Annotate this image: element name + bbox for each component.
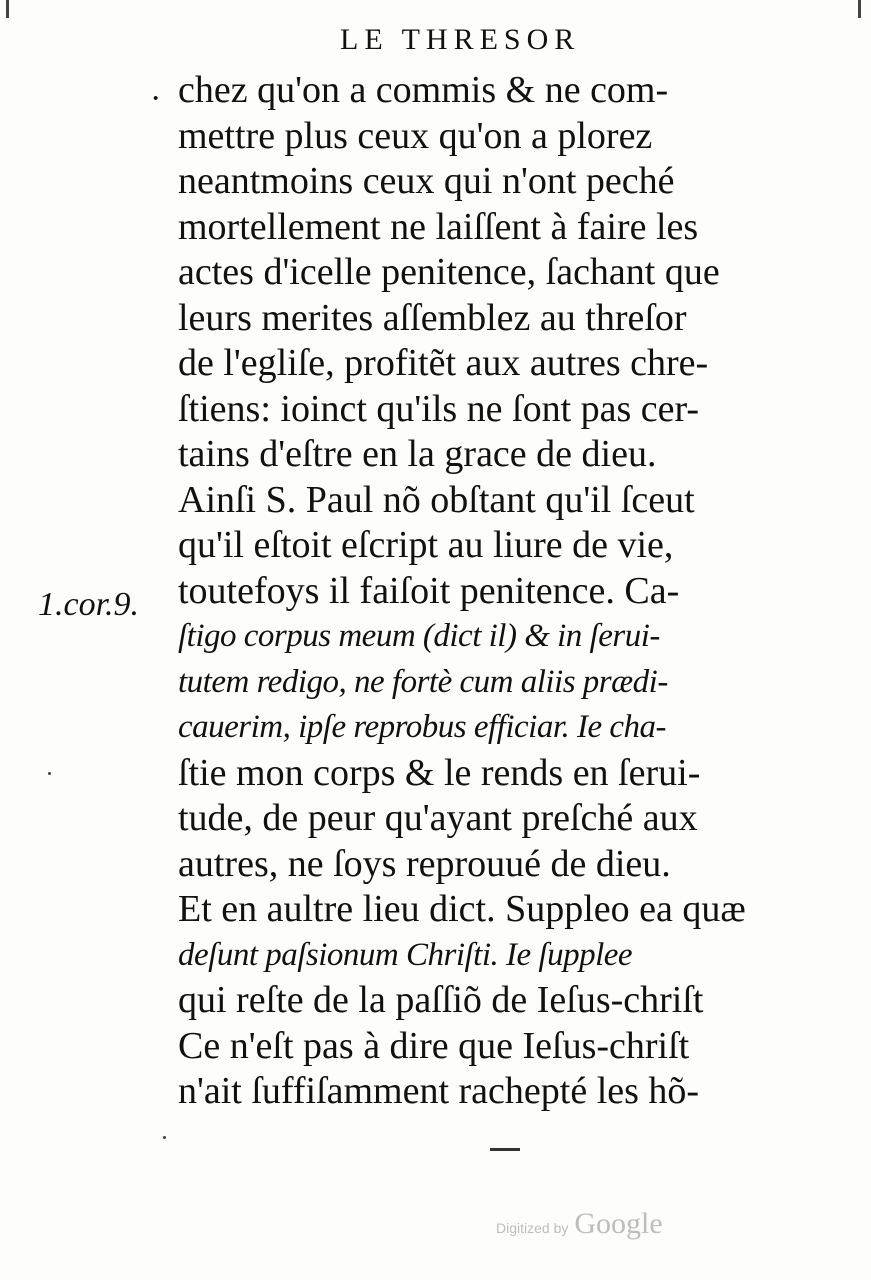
text-line: autres, ne ſoys reprouué de dieu. xyxy=(178,842,671,885)
text-line: Et en aultre lieu dict. Suppleo ea quæ xyxy=(178,888,746,930)
text-line: mortellement ne laiſſent à faire les xyxy=(178,205,699,248)
text-line: neantmoins ceux qui n'ont peché xyxy=(178,160,675,202)
latin-quote-line: deſunt paſsionum Chriſti. Ie ſupplee xyxy=(178,936,633,973)
bullet-mark: · xyxy=(150,80,162,117)
scan-speck xyxy=(163,1136,166,1139)
text-line: de l'egliſe, profitẽt aux autres chre- xyxy=(178,342,709,384)
margin-note: 1.cor.9. xyxy=(38,586,140,623)
running-header: LE THRESOR xyxy=(340,23,581,56)
text-line: qu'il eſtoit eſcript au liure de vie, xyxy=(178,524,674,566)
latin-quote-line: cauerim, ipſe reprobus efficiar. Ie cha- xyxy=(178,709,667,745)
text-line: qui reſte de la paſſiõ de Ieſus-chriſt xyxy=(178,979,704,1021)
foot-mark xyxy=(490,1148,520,1151)
text-line: tude, de peur qu'ayant preſché aux xyxy=(178,797,698,839)
watermark-prefix: Digitized by xyxy=(496,1220,569,1236)
latin-quote-line: tutem redigo, ne fortè cum aliis prædi- xyxy=(178,663,668,700)
text-line: ſtiens: ioinct qu'ils ne ſont pas cer- xyxy=(178,387,700,430)
text-line: toutefoys il faiſoit penitence. Ca- xyxy=(178,569,680,612)
text-line: tains d'eſtre en la grace de dieu. xyxy=(178,433,657,475)
text-line: chez qu'on a commis & ne com- xyxy=(178,69,669,111)
scan-mark-right xyxy=(858,0,861,18)
latin-quote-line: ſtigo corpus meum (dict il) & in ſerui- xyxy=(178,618,660,654)
text-line: actes d'icelle penitence, ſachant que xyxy=(178,251,720,293)
body-text xyxy=(178,68,808,1115)
text-line: ſtie mon corps & le rends en ſerui- xyxy=(178,751,701,794)
scan-mark-left xyxy=(6,0,9,18)
google-logo: Google xyxy=(574,1207,663,1240)
digitized-by-google-watermark xyxy=(496,1198,663,1242)
text-line: leurs merites aſſemblez au threſor xyxy=(178,296,687,339)
text-line: Ce n'eſt pas à dire que Ieſus-chriſt xyxy=(178,1024,690,1067)
text-line: mettre plus ceux qu'on a plorez xyxy=(178,114,653,157)
text-line: Ainſi S. Paul nõ obſtant qu'il ſceut xyxy=(178,478,695,521)
scan-speck xyxy=(48,772,51,775)
text-line: n'ait ſuffiſamment rachepté les hõ- xyxy=(178,1070,700,1112)
